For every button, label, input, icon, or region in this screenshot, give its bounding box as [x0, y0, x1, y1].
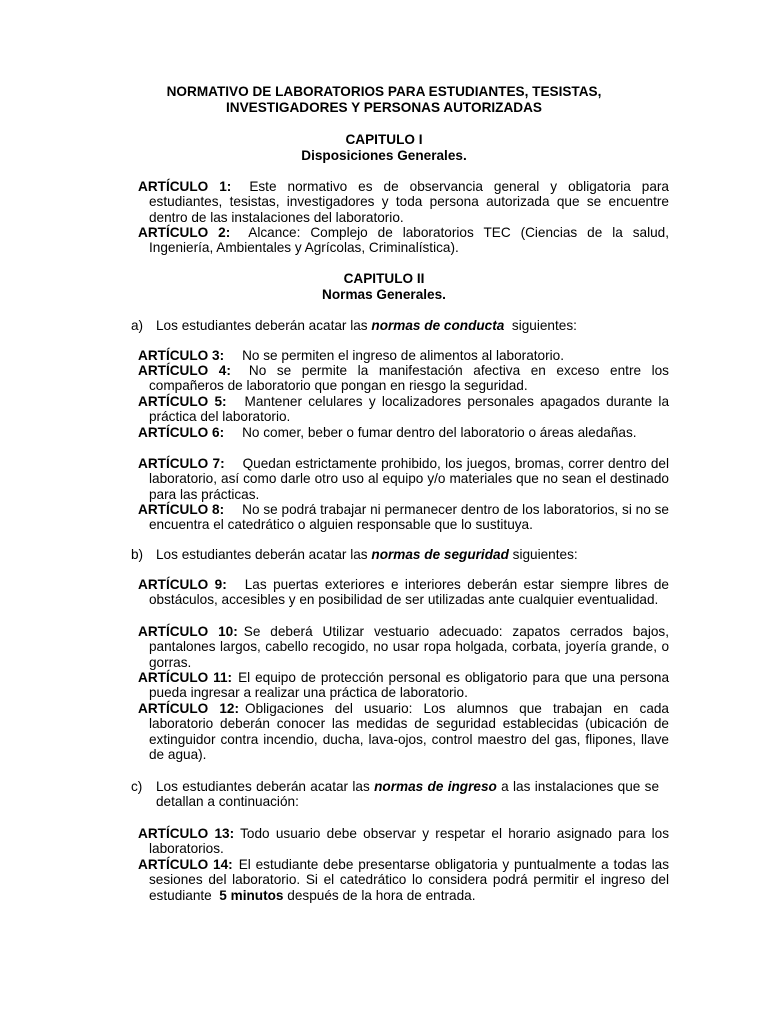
article-label: ARTÍCULO 12:: [138, 701, 240, 716]
chapter-2-subheading: Normas Generales.: [322, 286, 446, 302]
article-text: Alcance: Complejo de laboratorios TEC (Ciencias de la salud, Ingeniería, Ambientales y Agrícolas, Criminalística).: [149, 225, 669, 256]
article-label: ARTÍCULO 10:: [138, 624, 238, 639]
section-letter: c): [131, 779, 143, 794]
article-3: [138, 348, 669, 363]
article-text: No se podrá trabajar ni permanecer dentro de los laboratorios, si no se encuentra el catedrático o alguien responsable que lo sustituya.: [149, 502, 669, 533]
section-emphasis: normas de conducta: [371, 318, 505, 333]
section-text: Los estudiantes deberán acatar las: [156, 779, 370, 794]
article-text: No se permite la manifestación afectiva en exceso entre los compañeros de laboratorio que pongan en riesgo la seguridad.: [149, 363, 669, 394]
title-line-1: NORMATIVO DE LABORATORIOS PARA ESTUDIANTES, TESISTAS,: [166, 84, 602, 99]
article-label: ARTÍCULO 3:: [138, 348, 225, 363]
chapter-2-header: [0, 271, 768, 302]
chapter-1-header: [0, 132, 768, 163]
section-text-after: siguientes:: [511, 318, 577, 333]
article-label: ARTÍCULO 11:: [138, 670, 233, 685]
article-text: Todo usuario debe observar y respetar el horario asignado para los laboratorios.: [149, 826, 670, 857]
article-label: ARTÍCULO 5:: [138, 394, 227, 409]
section-emphasis: normas de seguridad: [371, 547, 509, 562]
article-4: [138, 363, 669, 394]
article-label: ARTÍCULO 9:: [138, 577, 227, 592]
article-6: [138, 425, 669, 440]
article-5: [138, 394, 669, 425]
article-9: [138, 577, 669, 608]
article-label: ARTÍCULO 4:: [138, 363, 231, 378]
article-text: Quedan estrictamente prohibido, los juegos, bromas, correr dentro del laboratorio, así como darle otro uso al equipo y/o materiales que no sean el destinado para las prácticas.: [149, 456, 669, 502]
article-2: [138, 225, 669, 256]
chapter-1-heading: CAPITULO I: [345, 132, 423, 147]
section-c: [131, 779, 659, 810]
article-label: ARTÍCULO 2:: [138, 225, 231, 240]
section-text: Los estudiantes deberán acatar las: [156, 547, 368, 562]
chapter-2-heading: CAPITULO II: [343, 271, 425, 286]
article-text: El equipo de protección personal es obligatorio para que una persona pueda ingresar a realizar una práctica de laboratorio.: [149, 670, 670, 701]
article-7: [138, 456, 669, 502]
article-text: No comer, beber o fumar dentro del laboratorio o áreas aledañas.: [242, 425, 637, 440]
chapter-1-subheading: Disposiciones Generales.: [301, 147, 467, 163]
section-letter: a): [131, 318, 144, 333]
article-label: ARTÍCULO 13:: [138, 826, 235, 841]
article-text: Las puertas exteriores e interiores deberán estar siempre libres de obstáculos, accesibles y en posibilidad de ser utilizadas ante cualquier eventualidad.: [149, 577, 669, 608]
article-8: [138, 502, 669, 533]
article-11: [138, 670, 669, 701]
article-label: ARTÍCULO 7:: [138, 456, 225, 471]
article-10: [138, 624, 669, 670]
article-text: Se deberá Utilizar vestuario adecuado: zapatos cerrados bajos, pantalones largos, cabello recogido, no usar ropa holgada, corbata, joyería grande, o gorras.: [149, 624, 669, 670]
article-text: Este normativo es de observancia general y obligatoria para estudiantes, tesistas, investigadores y toda persona autorizada que se encuentre dentro de las instalaciones del laboratorio.: [149, 179, 669, 225]
article-text: No se permiten el ingreso de alimentos al laboratorio.: [242, 348, 564, 363]
article-label: ARTÍCULO 6:: [138, 425, 225, 440]
article-text: El estudiante debe presentarse obligatoria y puntualmente a todas las sesiones del laboratorio. Si el catedrático lo considera podrá permitir el ingreso del estudiante: [149, 857, 669, 903]
article-label: ARTÍCULO 14:: [138, 857, 233, 872]
article-13: [138, 826, 669, 857]
article-12: [138, 701, 669, 763]
article-1: [138, 179, 669, 225]
article-label: ARTÍCULO 1:: [138, 179, 232, 194]
section-text-after: siguientes:: [512, 547, 578, 562]
article-14: [138, 857, 669, 903]
section-text-after: a las instalaciones que se detallan a continuación:: [156, 779, 660, 810]
article-text-after: después de la hora de entrada.: [287, 887, 476, 903]
document-title: [0, 84, 768, 115]
article-bold-text: 5 minutos: [219, 887, 284, 903]
article-label: ARTÍCULO 8:: [138, 502, 225, 517]
section-a: [131, 318, 659, 333]
section-text: Los estudiantes deberán acatar las: [156, 318, 368, 333]
section-b: [131, 547, 659, 562]
section-letter: b): [131, 547, 144, 562]
section-emphasis: normas de ingreso: [374, 779, 497, 794]
article-text: Obligaciones del usuario: Los alumnos que trabajan en cada laboratorio deberán conocer las medidas de seguridad establecidas (ubicación de extinguidor contra incendio, ducha, lava-ojos, control maestro del gas, flipones, llave de agua).: [149, 701, 669, 763]
title-line-2: INVESTIGADORES Y PERSONAS AUTORIZADAS: [226, 99, 542, 115]
article-text: Mantener celulares y localizadores personales apagados durante la práctica del laboratorio.: [149, 394, 669, 425]
